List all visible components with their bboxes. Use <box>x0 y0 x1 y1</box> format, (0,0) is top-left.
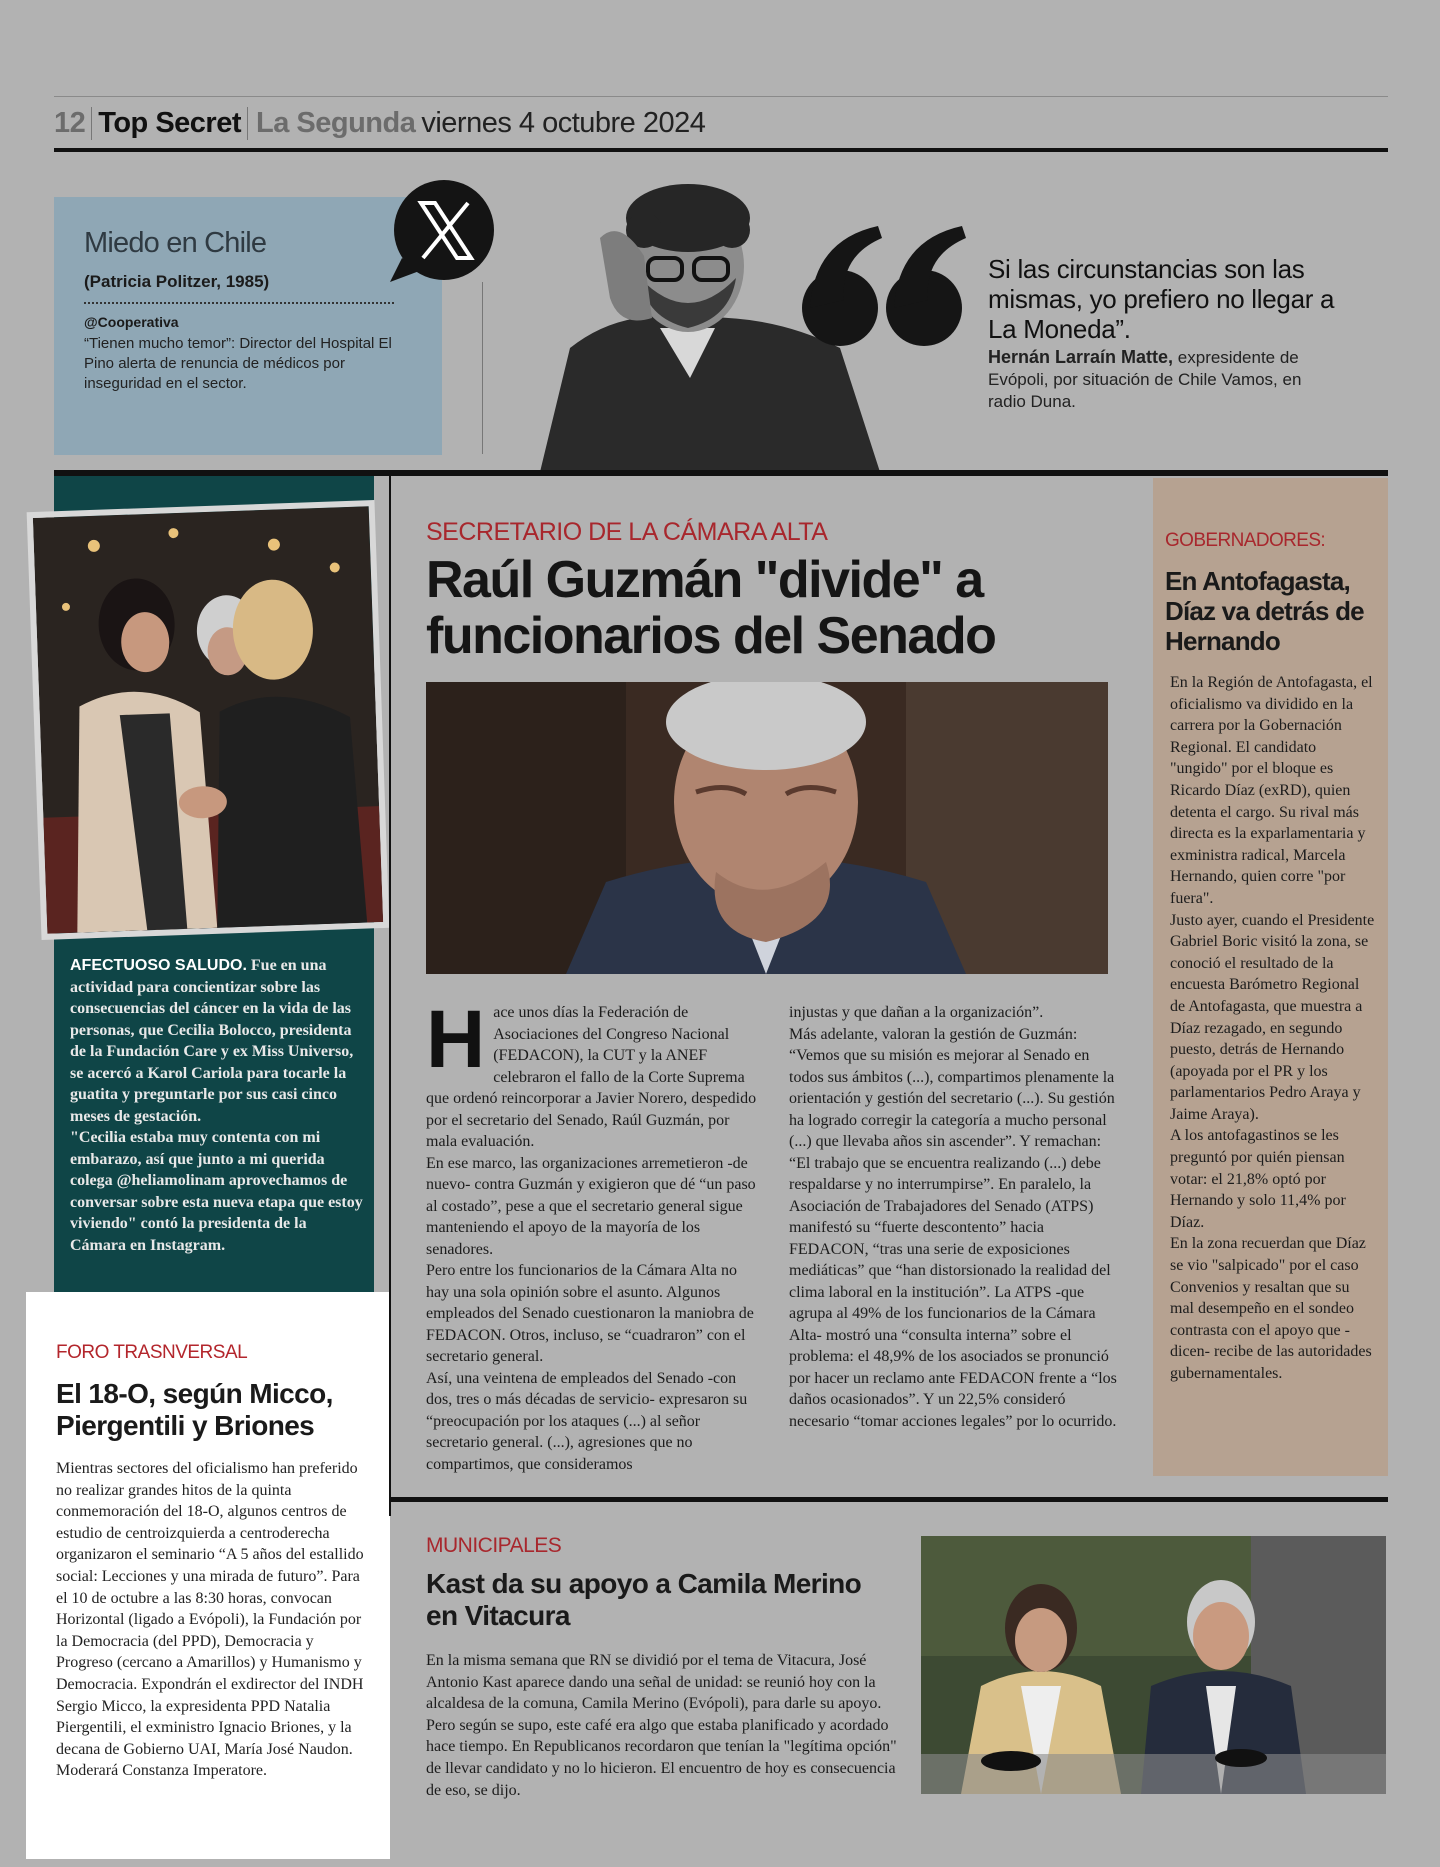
kast-merino-photo <box>921 1536 1386 1794</box>
quote-attribution <box>988 346 1328 413</box>
foro-box <box>26 1292 390 1859</box>
article-paragraph: injustas y que dañan a la organización”. <box>789 1004 1044 1021</box>
article-column-1 <box>426 994 757 1475</box>
quote-text: Si las circunstancias son las mismas, yo prefiero no llegar a La Moneda”. <box>988 254 1335 344</box>
quote-author: Hernán Larraín Matte, <box>988 347 1174 367</box>
miedo-subtitle: (Patricia Politzer, 1985) <box>84 272 270 291</box>
saludo-caption <box>70 955 366 1256</box>
article-paragraph: ace unos días la Federación de Asociaciones del Congreso Nacional (FEDACON), la CUT y la ANEF celebraron el fallo de la Corte Suprema que ordenó reincorporar a Javier Norero, despedido por el secretario del Senado, Raúl Guzmán, por mala evaluación. <box>426 1004 757 1150</box>
event-photo <box>27 500 390 940</box>
gob-body <box>1165 672 1376 1385</box>
miedo-title: Miedo en Chile <box>84 227 267 259</box>
saludo-lead: AFECTUOSO SALUDO. <box>70 957 247 974</box>
gob-kicker: GOBERNADORES: <box>1165 530 1326 551</box>
article-paragraph: Pero entre los funcionarios de la Cámara Alta no hay una sola opinión sobre el asunto. Algunos empleados del Senado cuestionaron la maniobra de FEDACON. Otros, incluso, se “cuadraron” con el secretario general. <box>426 1262 754 1365</box>
foro-body: Mientras sectores del oficialismo han preferido no realizar grandes hitos de la quinta conmemoración del 18-O, algunos centros de estudio de centroizquierda a centroderecha organizaron el seminario “A 5 años del estallido social: Lecciones y una mirada de futuro”. Para el 10 de octubre a las 8:30 horas, convocan Horizontal (ligado a Evópoli), la Fundación por la Democracia (del PPD), Democracia y Progreso (cercano a Amarillos) y Humanismo y Democracia. Expondrán el exdirector del INDH Sergio Micco, la expresidenta PPD Natalia Piergentili, el exministro Ignacio Briones, y la decana de Gobierno UAI, María José Naudon. Moderará Constanza Imperatore. <box>56 1460 364 1780</box>
column-divider <box>389 476 391 1516</box>
foro-kicker: FORO TRASNVERSAL <box>56 1342 248 1363</box>
foro-title: El 18-O, según Micco, Piergentili y Briones <box>56 1378 333 1441</box>
municipales-kicker: MUNICIPALES <box>426 1534 562 1557</box>
article-paragraph: Más adelante, valoran la gestión de Guzmán: “Vemos que su misión es mejorar al Senado en todos sus ámbitos (...), compartimos plenamente la orientación y gestión del secretario (...). Su gestión ha logrado corregir la categoría a mucho personal (...) que llevaba años sin ascender”. Y remachan: “El trabajo que se encuentra realizando (...) debe respaldarse y no interrumpirse”. En paralelo, la Asociación de Trabajadores del Senado (ATPS) manifestó su “fuerte descontento” hacia FEDACON, “tras una serie de exposiciones mediáticas” que “han distorsionado la realidad del clima laboral en la institución”. La ATPS -que agrupa al 49% de los funcionarios de la Cámara Alta- mostró una “consulta interna” sobre el problema: el 48,9% de los asociados se pronunció por hacer un reclamo ante FEDACON frente a “los daños ocasionados”. Y un 22,5% consideró necesario “tomar acciones legales” por lo ocurrido. <box>789 1025 1117 1430</box>
main-headline: Raúl Guzmán "divide" a funcionarios del Senado <box>426 551 996 665</box>
gob-paragraph: Justo ayer, cuando el Presidente Gabriel Boric visitó la zona, se conoció el resultado de la encuesta Barómetro Regional de Antofagasta, que muestra a Díaz rezagado, en segundo puesto, detrás de Hernando (apoyada por el PR y los parlamentarios Pedro Araya y Jaime Araya). <box>1170 911 1375 1123</box>
section-name: Top Secret <box>91 107 247 140</box>
drop-cap: H <box>426 994 486 1085</box>
page-header <box>54 100 705 146</box>
top-rule <box>54 96 1388 97</box>
brand-name: La Segunda <box>247 107 421 140</box>
gob-paragraph: En la zona recuerdan que Díaz se vio "salpicado" por el caso Convenios y resaltan que su mal desempeño en el sondeo contrasta con el apoyo que -dicen- recibe de las autoridades gubernamentales. <box>1170 1235 1372 1382</box>
miedo-handle: @Cooperativa <box>84 314 179 330</box>
gobernadores-box <box>1153 478 1388 1476</box>
saludo-paragraph-1: Fue en una actividad para concientizar sobre las consecuencias del cáncer en la vida de las personas, que Cecilia Bolocco, presidenta de la Fundación Care y ex Miss Universo, se acercó a Karol Cariola para tocarle la guatita y preguntarle por sus casi cinco meses de gestación. <box>70 957 354 1125</box>
issue-date: viernes 4 octubre 2024 <box>421 106 706 139</box>
bottom-rule <box>389 1497 1388 1502</box>
municipales-title: Kast da su apoyo a Camila Merino en Vitacura <box>426 1568 862 1631</box>
page-number: 12 <box>54 106 86 139</box>
header-rule <box>54 148 1388 152</box>
quote-mark-icon <box>800 220 970 350</box>
saludo-paragraph-2: "Cecilia estaba muy contenta con mi embarazo, así que junto a mi querida colega @heliamolinam aprovechamos de conversar sobre esta nueva etapa que estoy viviendo" contó la presidenta de la Cámara en Instagram. <box>70 1129 363 1254</box>
miedo-box <box>54 197 442 455</box>
main-kicker: SECRETARIO DE LA CÁMARA ALTA <box>426 518 828 546</box>
vertical-divider <box>482 282 483 454</box>
municipales-body: En la misma semana que RN se dividió por el tema de Vitacura, José Antonio Kast aparece dando una señal de unidad: se reunió hoy con la alcaldesa de la comuna, Camila Merino (Evópoli), para darle su apoyo. Pero según se supo, este café era algo que estaba planificado y acordado hace tiempo. En Republicanos recordaron que tenían la "legítima opción" de llevar candidato y no lo hicieron. El encuentro de hoy es consecuencia de eso, se dijo. <box>426 1652 897 1799</box>
gob-paragraph: A los antofagastinos se les preguntó por quién piensan votar: el 21,8% optó por Hernando y solo 11,4% por Díaz. <box>1170 1127 1346 1231</box>
x-logo-icon <box>388 178 494 288</box>
miedo-text: “Tienen mucho temor”: Director del Hospital El Pino alerta de renuncia de médicos por inseguridad en el sector. <box>84 335 392 392</box>
gob-title: En Antofagasta, Díaz va detrás de Hernando <box>1165 566 1364 656</box>
gob-paragraph: En la Región de Antofagasta, el oficialismo va dividido en la carrera por la Gobernación Regional. El candidato "ungido" por el bloque es Ricardo Díaz (exRD), quien detenta el cargo. Su rival más directa es la exparlamentaria y exministra radical, Marcela Hernando, quien corre "por fuera". <box>1170 674 1373 907</box>
article-column-2 <box>789 1002 1121 1432</box>
article-paragraph: Así, una veintena de empleados del Senado -con dos, tres o más décadas de servicio- expresaron su “preocupación por los ataques (...) al señor secretario general. (...), agresiones que no compartimos, que consideramos <box>426 1369 748 1473</box>
quote-attribution-text: expresidente de Evópoli, por situación de Chile Vamos, en radio Duna. <box>988 348 1302 411</box>
dotted-divider <box>84 302 394 304</box>
article-paragraph: En ese marco, las organizaciones arremetieron -de nuevo- contra Guzmán y exigieron que dé “un paso al costado”, pese a que el secretario general sigue manteniendo el apoyo de la mayoría de los senadores. <box>426 1154 756 1258</box>
guzman-photo <box>426 682 1108 974</box>
